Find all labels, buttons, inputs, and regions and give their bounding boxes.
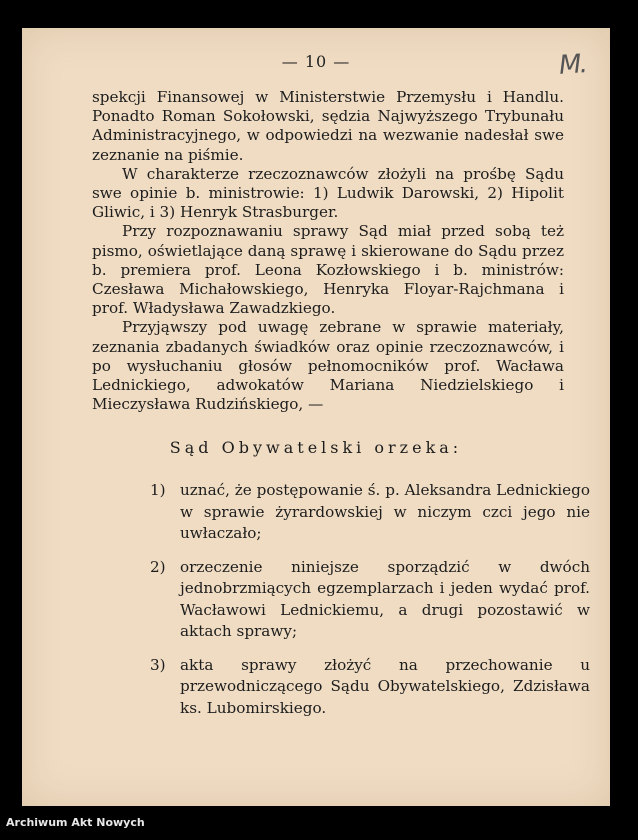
ruling-number: 1)	[150, 481, 166, 499]
ruling-text: akta sprawy złożyć na przechowanie u przewodniczącego Sądu Obywatelskiego, Zdzisława ks. Lubomirskiego.	[180, 655, 590, 717]
page-number: — 10 —	[281, 52, 351, 71]
ruling-text: uznać, że postępowanie ś. p. Aleksandra Lednickiego w sprawie żyrardowskiej w niczym czci jego nie uwłaczało;	[180, 481, 590, 542]
body-text	[92, 88, 564, 414]
handwritten-mark: M.	[558, 49, 588, 81]
ruling-item	[150, 655, 590, 720]
rulings-list	[150, 480, 590, 731]
paragraph: Przyjąwszy pod uwagę zebrane w sprawie materiały, zeznania zbadanych świadków oraz opinie rzeczoznawców, i po wysłuchaniu głosów pełnomocników prof. Wacława Lednickiego, adwokatów Mariana Niedzielskiego i Mieczysława Rudzińskiego, —	[92, 318, 564, 414]
paragraph: W charakterze rzeczoznawców złożyli na prośbę Sądu swe opinie b. ministrowie: 1) Ludwik Darowski, 2) Hipolit Gliwic, i 3) Henryk Strasburger.	[92, 164, 564, 222]
ruling-item	[150, 480, 590, 545]
archive-watermark: Archiwum Akt Nowych	[6, 816, 145, 829]
verdict-heading: Sąd Obywatelski orzeka:	[169, 438, 463, 457]
ruling-number: 3)	[150, 655, 166, 674]
document-page	[22, 28, 610, 806]
paragraph: spekcji Finansowej w Ministerstwie Przemysłu i Handlu. Ponadto Roman Sokołowski, sędzia Najwyższego Trybunału Administracyjnego, w odpowiedzi na wezwanie nadesłał swe zeznanie na piśmie.	[92, 88, 564, 164]
ruling-item	[150, 557, 590, 643]
paragraph: Przy rozpoznawaniu sprawy Sąd miał przed sobą też pismo, oświetlające daną sprawę i skierowane do Sądu przez b. premiera prof. Leona Kozłowskiego i b. ministrów: Czesława Michałowskiego, Henryka Floyar-Rajchmana i prof. Władysława Zawadzkiego.	[92, 222, 564, 318]
ruling-number: 2)	[150, 557, 166, 576]
ruling-text: orzeczenie niniejsze sporządzić w dwóch jednobrzmiących egzemplarzach i jeden wydać prof. Wacławowi Lednickiemu, a drugi pozostawić w aktach sprawy;	[180, 557, 590, 640]
